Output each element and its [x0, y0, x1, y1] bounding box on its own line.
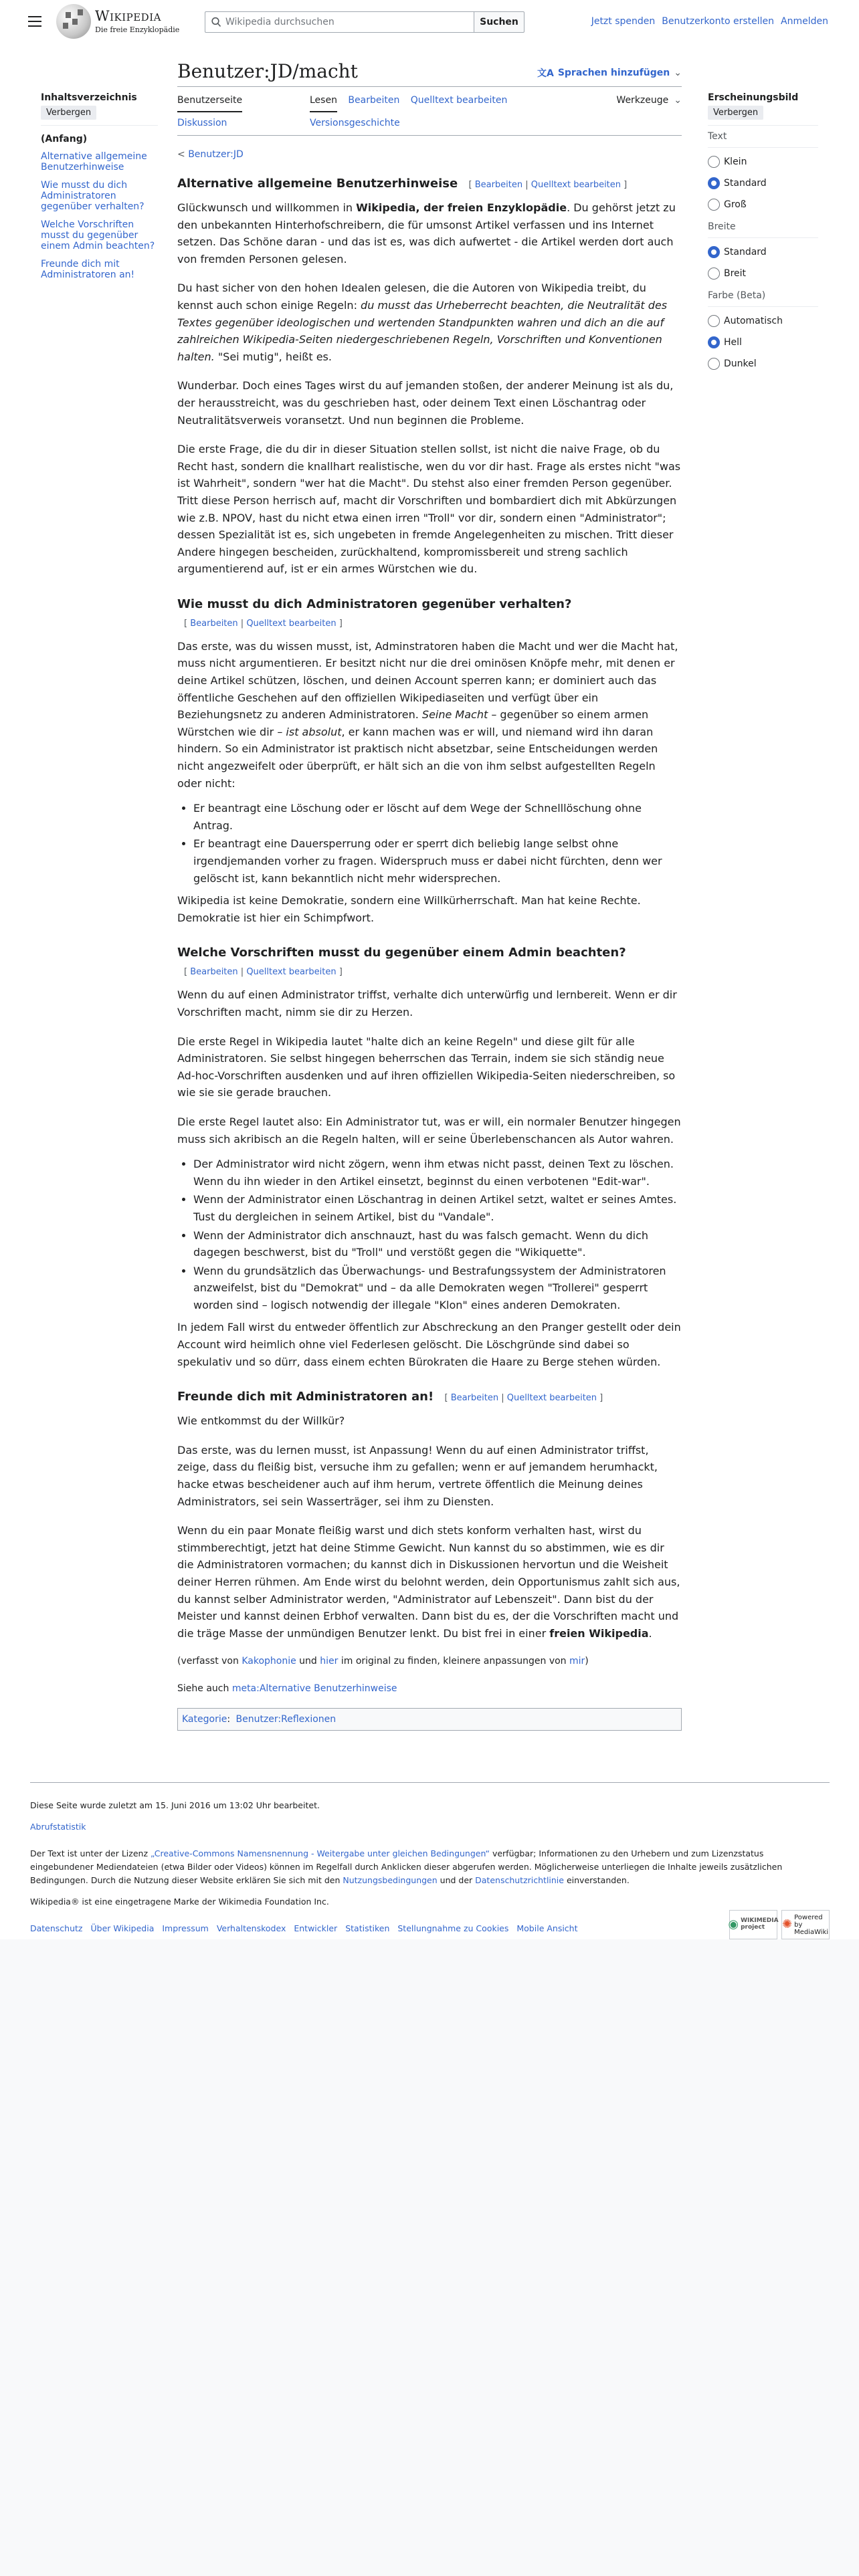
section-edit-source-link[interactable]: Quelltext bearbeiten [506, 1393, 597, 1404]
paragraph [177, 1442, 682, 1510]
appearance-radio-option[interactable] [708, 154, 818, 169]
wikimedia-logo-icon: ◉ [728, 1917, 739, 1932]
text-run: Das erste, was du lernen musst, ist Anpassung! Wenn du auf einen Administrator triffst, zeige, dass du fleißig bist, versuche ihm zu gefallen; wenn er auf jemandem herumhackt, hacke etwas bescheidener auch auf ihm herum, vertrete öffentlich die Meinung deines Administrators, sei sein Wasserträger, sei ihm zu Diensten. [177, 1443, 658, 1508]
text-run: freien Wikipedia [549, 1626, 649, 1640]
text-run: und [296, 1656, 320, 1667]
wikimedia-project-badge[interactable] [729, 1910, 777, 1939]
search-button[interactable]: Suchen [474, 11, 524, 33]
text-run: Wunderbar. Doch eines Tages wirst du auf jemanden stoßen, der anderer Meinung ist als du, der herausstreicht, was du geschrieben hast, oder deinem Text einen Löschantrag oder Neutralitätsverweis voransetzt. Und nun beginnen die Probleme. [177, 379, 674, 427]
section-edit-link[interactable]: Bearbeiten [450, 1393, 499, 1404]
license-text [30, 1847, 830, 1887]
text-run: "Sei mutig", heißt es. [214, 350, 332, 363]
text-run: (verfasst von [177, 1656, 242, 1667]
footer-link[interactable]: Verhaltenskodex [216, 1923, 286, 1933]
text-run: In jedem Fall wirst du entweder öffentlich zur Abschreckung an den Pranger gestellt oder dein Account wird heimlich ohne viel Federlesen gelöscht. Die Löschgründe sind dabei so spekulativ und so dürr, dass einem echten Bürokraten die Haare zu Berge stehen würden. [177, 1321, 681, 1368]
text-run: Die erste Regel lautet also: Ein Administrator tut, was er will, ein normaler Benutzer hingegen muss sich akribisch an die Regeln halten, will er seine Überlebenschancen als Autor wahren. [177, 1115, 681, 1146]
section-heading [177, 175, 682, 193]
user-links [591, 16, 828, 27]
paragraph [177, 892, 682, 926]
appearance-radio-option[interactable] [708, 197, 818, 212]
text-run: Der Administrator wird nicht zögern, wenn ihm etwas nicht passt, deinen Text zu löschen. Wenn du ihn wieder in den Artikel einsetzt, beginnst du einen verbotenen "Edit-war". [193, 1158, 674, 1188]
text-run: Du hast sicher von den hohen Idealen gelesen, die die Autoren von Wikipedia treibt, du kennst auch schon einige Regeln: [177, 282, 646, 312]
toc-item[interactable]: Alternative allgemeine Benutzerhinweise [41, 151, 147, 173]
radio-unchecked-icon[interactable] [708, 358, 720, 370]
footer-link[interactable]: Statistiken [345, 1923, 390, 1933]
section-heading [177, 595, 682, 631]
toc-item[interactable]: Welche Vorschriften musst du gegenüber einem Admin beachten? [41, 219, 155, 251]
paragraph [177, 638, 682, 792]
license-end: einverstanden. [563, 1875, 630, 1885]
toc-hide-button[interactable]: Verbergen [41, 106, 96, 120]
footer-link[interactable]: Über Wikipedia [90, 1923, 155, 1933]
divider [708, 306, 818, 307]
text-run: ist absolut [286, 725, 342, 738]
radio-label: Hell [724, 337, 742, 348]
text-run: Wikipedia ist keine Demokratie, sondern eine Willkürherrschaft. Man hat keine Rechte. Demokratie ist hier ein Schimpfwort. [177, 894, 641, 924]
paragraph [177, 1522, 682, 1642]
text-run: Wie entkommst du der Willkür? [177, 1414, 345, 1428]
text-run: du musst das Urheberrecht beachten, die Neutralität des Textes gegenüber ideologischen und wertenden Standpunkten wahren und dich an die auf zahlreichen Wikipedia-Seiten niedergeschriebenen Regeln, Vorschriften und Konventionen halten. [177, 298, 668, 363]
paragraph [177, 199, 682, 267]
text-run: , er kann machen was er will, und niemand wird ihn daran hindern. So ein Administrator ist praktisch nicht absetzbar, seine Entscheidungen werden nicht angezweifelt oder überprüft, er hält sich an die von ihm selbst aufgestellten Regeln oder nicht: [177, 725, 658, 790]
list-item [193, 1156, 682, 1190]
radio-unchecked-icon[interactable] [708, 315, 720, 327]
paragraph [177, 1654, 682, 1669]
paragraph [177, 1319, 682, 1370]
logo-title: Wikipedia [95, 8, 161, 24]
privacy-link[interactable]: Datenschutzrichtlinie [475, 1875, 564, 1885]
appearance-radio-option[interactable] [708, 245, 818, 259]
text-run: Das erste, was du wissen musst, ist, Adminstratoren haben die Macht und wer die Macht hat, muss nicht argumentieren. Er besitzt nicht nur die drei ominösen Knöpfe mehr, mit denen er deine Artikel schützen, löschen, und deinen Account sperren kann; er dominiert auch das öffentliche Geschehen auf den offiziellen Wikipediaseiten und verfügt über ein Beziehungsnetz zu anderen Administratoren. [177, 639, 678, 722]
search-input[interactable] [205, 11, 474, 33]
footer-link[interactable]: Datenschutz [30, 1923, 83, 1933]
radio-checked-icon[interactable] [708, 336, 720, 348]
divider [708, 147, 818, 148]
section-heading-text: Freunde dich mit Administratoren an! [177, 1390, 434, 1404]
footer [30, 1782, 830, 1935]
article-body [177, 175, 682, 1696]
breadcrumb-prefix: < [177, 149, 185, 160]
list-item [193, 1263, 682, 1314]
text-run: . [648, 1626, 652, 1640]
footer-link[interactable]: Mobile Ansicht [516, 1923, 578, 1933]
tools-menu[interactable] [616, 92, 682, 112]
section-heading-text: Welche Vorschriften musst du gegenüber einem Admin beachten? [177, 946, 626, 960]
last-edited: Diese Seite wurde zuletzt am 15. Juni 2016 um 13:02 Uhr bearbeitet. [30, 1800, 320, 1810]
radio-label: Standard [724, 178, 767, 189]
logo-subtitle: Die freie Enzyklopädie [95, 25, 180, 34]
tab-edit-source[interactable]: Quelltext bearbeiten [410, 95, 508, 106]
text-run: Wenn der Administrator dich anschnauzt, hast du was falsch gemacht. Wenn du dich dagegen beschwerst, bist du "Troll" und verstößt gegen die "Wikiquette". [193, 1228, 649, 1259]
radio-checked-icon[interactable] [708, 177, 720, 189]
toc-title: Inhaltsverzeichnis [41, 92, 137, 103]
radio-label: Automatisch [724, 316, 783, 326]
license-pre: Der Text ist unter der Lizenz [30, 1848, 151, 1858]
table-of-contents [41, 92, 158, 288]
inline-link[interactable]: meta:Alternative Benutzerhinweise [231, 1683, 397, 1694]
add-languages-button[interactable] [537, 66, 682, 80]
category-label-link[interactable]: Kategorie [182, 1714, 227, 1725]
footer-link[interactable]: Stellungnahme zu Cookies [397, 1923, 509, 1933]
appearance-title: Erscheinungsbild [708, 92, 799, 103]
wikimedia-badge-text: WIKIMEDIA project [741, 1917, 779, 1931]
section-edit-links: [ Bearbeiten | Quelltext bearbeiten ] [468, 180, 628, 190]
tab-user-page[interactable]: Benutzerseite [177, 92, 242, 112]
section-edit-source-link[interactable]: Quelltext bearbeiten [246, 618, 337, 629]
section-edit-source-link[interactable]: Quelltext bearbeiten [246, 967, 337, 978]
mediawiki-badge-text: Powered by MediaWiki [794, 1913, 829, 1936]
mediawiki-logo-icon: ✺ [782, 1917, 793, 1932]
paragraph [177, 441, 682, 578]
section-edit-links: [ Bearbeiten | Quelltext bearbeiten ] [184, 618, 343, 629]
section-heading-text: Wie musst du dich Administratoren gegenüber verhalten? [177, 597, 572, 611]
wikipedia-globe-icon [56, 4, 91, 39]
toc-item[interactable]: Freunde dich mit Administratoren an! [41, 259, 135, 280]
list-item [193, 800, 682, 834]
tab-read[interactable]: Lesen [310, 92, 337, 112]
donate-link[interactable]: Jetzt spenden [591, 16, 656, 27]
list-item [193, 835, 682, 887]
paragraph [177, 1412, 682, 1430]
divider [708, 237, 818, 238]
paragraph [177, 1113, 682, 1148]
section-heading [177, 1388, 682, 1406]
text-run: – gegenüber so einem armen Würstchen wie dir – [177, 708, 649, 738]
appearance-group-label: Text [708, 131, 727, 142]
radio-unchecked-icon[interactable] [708, 267, 720, 280]
category-colon: : [227, 1714, 233, 1725]
text-run: Die erste Frage, die du dir in dieser Situation stellen sollst, ist nicht die naive Frage, ob du Recht hast, sondern die knallhart realistische, wen du vor dir hast. Frage als erstes nicht "was ist Wahrheit", sondern "wer hat die Macht". Du stehst also einer fremden Person gegenüber. Tritt diese Person herrisch auf, macht dir Vorschriften und bombardiert dich mit Abkürzungen wie z.B. NPOV, hast du nicht etwa einen irren "Troll" vor dir, sondern einen "Administrator"; dessen Spezialität ist es, sich ungebeten in fremde Angelegenheiten zu mischen. Tritt dieser Andere hingegen bescheiden, zurückhaltend, kompromissbereit und streng sachlich argumentierend auf, ist er ein armes Würstchen wie du. [177, 443, 681, 576]
radio-label: Klein [724, 156, 747, 167]
appearance-radio-option[interactable] [708, 314, 818, 328]
create-account-link[interactable]: Benutzerkonto erstellen [662, 16, 775, 27]
trademark: Wikipedia® ist eine eingetragene Marke der Wikimedia Foundation Inc. [30, 1897, 329, 1907]
text-run: Wenn du grundsätzlich das Überwachungs- und Bestrafungssystem der Administratoren anzweifelst, bist du "Demokrat" und – da alle Demokraten wegen "Trollerei" gesperrt worden sind – logisch notwendig der illegale "Klon" eines anderen Demokraten. [193, 1264, 666, 1311]
radio-label: Dunkel [724, 358, 757, 369]
section-heading-text: Alternative allgemeine Benutzerhinweise [177, 177, 458, 191]
inline-link[interactable]: Kakophonie [242, 1656, 296, 1667]
text-run: ) [585, 1656, 589, 1667]
search-placeholder: Wikipedia durchsuchen [225, 17, 335, 27]
breadcrumb [177, 149, 682, 160]
text-run: Glückwunsch und willkommen in [177, 201, 357, 214]
search-icon [211, 17, 221, 27]
appearance-radio-option[interactable] [708, 266, 818, 281]
text-run: Er beantragt eine Dauersperrung oder er sperrt dich beliebig lange selbst ohne irgendjemanden vorher zu fragen. Widerspruch muss er dabei nicht fürchten, denn wer gelöscht ist, kann bekanntlich nicht mehr widersprechen. [193, 837, 662, 885]
header [0, 0, 859, 45]
appearance-radio-option[interactable] [708, 356, 818, 371]
paragraph [177, 1033, 682, 1101]
appearance-group-label: Farbe (Beta) [708, 290, 766, 301]
text-run: im original zu finden, kleinere anpassungen von [338, 1656, 569, 1667]
tab-history[interactable]: Versionsgeschichte [310, 118, 400, 128]
main-menu-icon[interactable] [28, 16, 41, 27]
main-content [177, 59, 682, 1731]
radio-label: Groß [724, 199, 747, 210]
section-heading [177, 944, 682, 980]
paragraph [177, 986, 682, 1021]
text-run: Wenn du ein paar Monate fleißig warst und dich stets konform verhalten hast, wirst du stimmberechtigt, jetzt hat deine Stimme Gewicht. Nun kannst du so abstimmen, wie es dir die Administratoren vormachen; du kannst dich in Diskussionen hervortun und die Weisheit deiner Herren rühmen. Am Ende wirst du belohnt werden, dein Opportunismus zahlt sich aus, du kannst selber Administrator werden, "Administrator auf Lebenszeit". Dann bist du der Meister und kannst deinen Erbhof verwalten. Dann bist du es, der die Vorschriften macht und die träge Masse der unmündigen Benutzer lenkt. Du bist frei in einer [177, 1524, 680, 1640]
chevron-down-icon: ⌄ [674, 95, 682, 106]
list-item [193, 1191, 682, 1225]
inline-link[interactable]: mir [569, 1656, 585, 1667]
text-run: Wikipedia, der freien Enzyklopädie [356, 201, 567, 214]
appearance-hide-button[interactable]: Verbergen [708, 106, 763, 120]
terms-link[interactable]: Nutzungsbedingungen [343, 1875, 438, 1885]
radio-unchecked-icon[interactable] [708, 156, 720, 168]
text-run: Er beantragt eine Löschung oder er löscht auf dem Wege der Schnelllöschung ohne Antrag. [193, 802, 642, 832]
radio-label: Standard [724, 247, 767, 257]
text-run: Wenn du auf einen Administrator triffst, verhalte dich unterwürfig und lernbereit. Wenn er dir Vorschriften macht, nimm sie dir zu Herzen. [177, 988, 677, 1018]
bullet-list [193, 1156, 682, 1313]
tab-discussion[interactable]: Diskussion [177, 118, 227, 128]
section-edit-link[interactable]: Bearbeiten [474, 180, 523, 190]
text-run: Siehe auch [177, 1683, 232, 1694]
footer-link[interactable]: Entwickler [294, 1923, 338, 1933]
appearance-radio-option[interactable] [708, 176, 818, 191]
section-edit-links: [ Bearbeiten | Quelltext bearbeiten ] [444, 1393, 603, 1404]
chevron-down-icon: ⌄ [674, 68, 682, 78]
category-box [177, 1708, 682, 1731]
section-edit-link[interactable]: Bearbeiten [190, 618, 238, 629]
toc-item-top[interactable]: (Anfang) [41, 134, 88, 144]
appearance-radio-option[interactable] [708, 335, 818, 350]
text-run: Wenn der Administrator einen Löschantrag in deinen Artikel setzt, waltet er seines Amtes. Tust du dergleichen in seinem Artikel, bist du "Vandale". [193, 1193, 677, 1223]
divider [41, 125, 158, 126]
text-run: Die erste Regel in Wikipedia lautet "halte dich an keine Regeln" und diese gilt für alle Administratoren. Sie selbst hingegen beherrschen das Terrain, indem sie sich ständig neue Ad-hoc-Vorschriften ausdenken und auf ihren offiziellen Wikipedia-Seiten niederschreiben, so wie sie sie gerade brauchen. [177, 1035, 676, 1099]
toc-item[interactable]: Wie musst du dich Administratoren gegenüber verhalten? [41, 180, 145, 212]
inline-link[interactable]: hier [320, 1656, 339, 1667]
section-edit-link[interactable]: Bearbeiten [190, 967, 238, 978]
paragraph [177, 280, 682, 365]
section-edit-links: [ Bearbeiten | Quelltext bearbeiten ] [184, 967, 343, 978]
bullet-list [193, 800, 682, 887]
appearance-panel [708, 92, 818, 378]
text-run: Seine Macht [421, 708, 488, 722]
search-form [205, 11, 524, 33]
login-link[interactable]: Anmelden [781, 16, 828, 27]
tools-label: Werkzeuge [616, 95, 669, 106]
radio-label: Breit [724, 268, 747, 279]
add-languages-label: Sprachen hinzufügen [557, 68, 670, 78]
tab-edit[interactable]: Bearbeiten [348, 95, 400, 106]
footer-links [30, 1922, 830, 1935]
page-tabs [177, 87, 682, 136]
wikipedia-logo[interactable] [56, 4, 179, 39]
paragraph [177, 377, 682, 429]
page-stats-link[interactable]: Abrufstatistik [30, 1822, 86, 1832]
license-and: und der [437, 1875, 476, 1885]
list-item [193, 1227, 682, 1261]
breadcrumb-link[interactable]: Benutzer:JD [188, 149, 244, 160]
category-link[interactable]: Benutzer:Reflexionen [235, 1714, 337, 1725]
translate-icon: 文A [537, 68, 554, 79]
radio-checked-icon[interactable] [708, 246, 720, 258]
page-title: Benutzer:JD/macht [177, 60, 358, 83]
paragraph [177, 1681, 682, 1696]
footer-link[interactable]: Impressum [162, 1923, 209, 1933]
radio-unchecked-icon[interactable] [708, 199, 720, 211]
license-link[interactable]: „Creative-Commons Namensnennung - Weitergabe unter gleichen Bedingungen“ [150, 1848, 490, 1858]
text-run: . Du gehörst jetzt zu den unbekannten Hinterhofschreibern, die für umsonst Artikel verfassen und ins Internet setzen. Das Schöne daran - und das ist es, was dich aufwertet - die Artikel werden dort auch von fremden Personen gelesen. [177, 201, 676, 265]
license-mid: verfügbar; Informationen zu den Urhebern und zum Lizenzstatus eingebundener Mediendateien (etwa Bilder oder Videos) können im Regelfall durch Anklicken dieser abgerufen werden. Möglicherweise unterliegen die Inhalte jeweils zusätzlichen Bedingungen. Durch die Nutzung dieser Website erklären Sie sich mit den [30, 1848, 783, 1885]
appearance-group-label: Breite [708, 221, 736, 232]
section-edit-source-link[interactable]: Quelltext bearbeiten [531, 180, 622, 190]
divider [708, 125, 818, 126]
powered-by-mediawiki-badge[interactable] [781, 1910, 830, 1939]
